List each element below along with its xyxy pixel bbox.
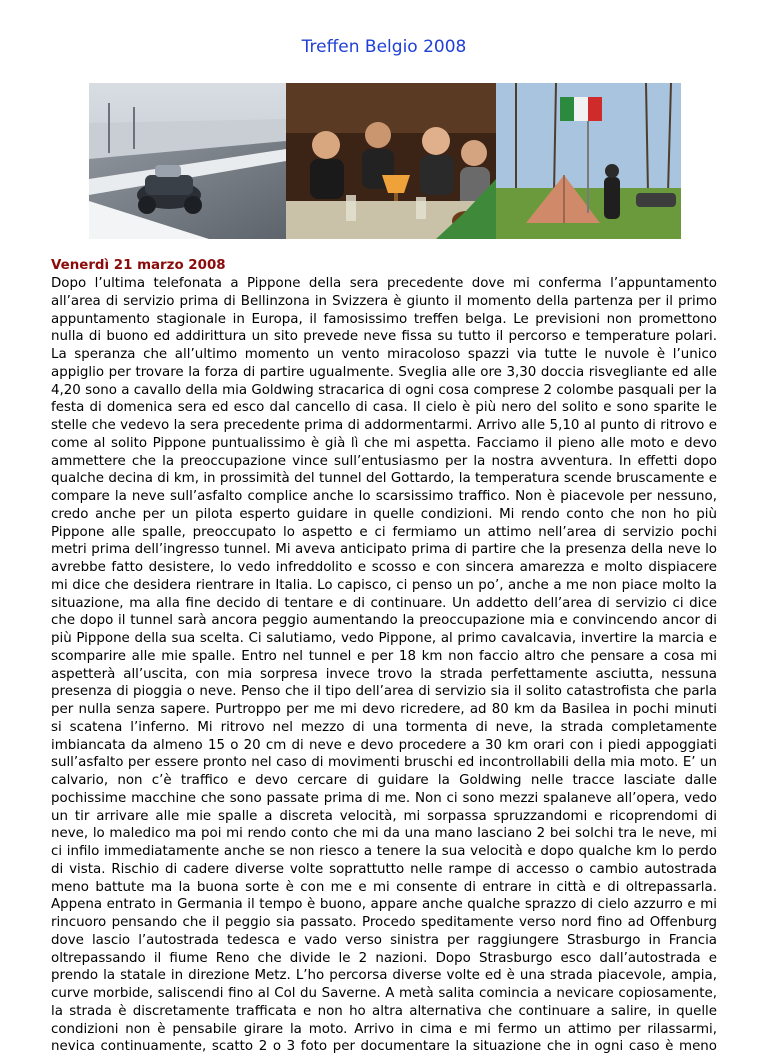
body-line: appuntamento stagionale in Europa, il famosissimo treffen belga. Le previsioni non promettono [51,311,717,327]
body-line: appiglio per trovare la forza di partire ugualmente. Sveglia alle ore 3,30 doccia risvegliante ed alle [51,364,717,380]
body-line: qualche decina di km, in prossimità del tunnel del Gottardo, la temperatura scende bruscamente e [51,471,717,487]
body-line: ammettere che la preoccupazione vince sull’entusiasmo per la nostra avventura. In effetti dopo [51,453,717,469]
body-line: scomparire alle mie spalle. Entro nel tunnel e per 18 km non faccio altro che pensare a cosa mi [51,648,717,664]
body-line: credo anche per un pilota esperto guidare in quelle condizioni. Mi rendo conto che non ho più [51,506,717,522]
body-line: per nulla senza sapere. Purtroppo per me mi devo ricredere, ad 80 km da Basilea in pochi minuti [51,702,717,717]
body-line: festa di domenica sera ed esco dal cancello di casa. Il cielo è più nero del solito e sono sparite le [51,400,717,416]
body-line: si scatena l’inferno. Mi ritrovo nel mezzo di una tormenta di neve, la strada completamente [51,719,717,735]
body-line: meno battute ma la buona sorte è con me e mi consente di entrare in città e di oltrepassarla. [51,879,717,895]
body-line: 4,20 sono a cavallo della mia Goldwing stracarica di ogni cosa comprese 2 colombe pasquali per la [51,382,717,398]
body-line: Pippone alle spalle, preoccupato lo aspetto e ci fermiamo un attimo nell’area di servizio pochi [51,524,717,540]
body-line: prendo la statale in direzione Metz. L’ho percorsa diverse volte ed è una strada piacevole, ampia, [51,968,717,984]
body-line: presenza di pioggia o neve. Penso che il tipo dell’area di servizio sia il solito catastrofista che parla [51,684,717,700]
body-line: metri prima dell’ingresso tunnel. Mi aveva anticipato prima di partire che la presenza della neve lo [51,542,717,558]
body-line: come al solito Pippone puntualissimo è già lì che mi aspetta. Facciamo il pieno alle moto e devo [51,435,717,451]
body-line: un tir arrivare alle mie spalle a discreta velocità, mi sorpassa spruzzandomi e ricoprendomi di [51,808,717,824]
body-line: calvario, non c’è traffico e devo cercare di guidare la Goldwing nelle tracce lasciate dalle [51,773,717,788]
body-line: sull’asfalto per essere pronto nel caso di movimenti bruschi ed incontrollabili della mia moto. E’ un [51,755,717,771]
body-line: che dopo il tunnel sarà ancora peggio aumentando la preoccupazione mia e convincendo ancor di [51,613,717,629]
body-line: ci infilo immediatamente anche se non riesco a tenere la sua velocità e dopo qualche km lo perdo [51,844,717,859]
snowy-road-motorcycle-photo [89,83,286,239]
body-line: la strada è discretamente trafficata e non ho altra alternativa che continuare a salire, in quelle [51,1003,717,1019]
body-line: Dopo l’ultima telefonata a Pippone della sera precedente dove mi conferma l’appuntamento [51,276,717,291]
body-line: curve morbide, saliscendi fino al Col du Saverne. A metà salita comincia a nevicare copiosamente, [51,986,717,1001]
tent-campsite-photo [496,83,681,239]
body-line: condizioni non è pensabile girare la moto. Arrivo in cima e mi fermo un attimo per rilassarmi, [51,1021,717,1037]
body-line: avrebbe fatto desistere, lo vedo infreddolito e scosso e con sincera amarezza e molto dispiacere [51,560,717,575]
body-line: stelle che vedevo la sera precedente prima di addormentarmi. Arrivo alle 5,10 al punto di ritrovo e [51,418,717,433]
body-line: di vista. Rischio di cadere diverse volte soprattutto nelle rampe di accesso o cambio autostrada [51,861,717,877]
body-line: dove lascio l’autostrada tedesca e vado verso sinistra per raggiungere Strasburgo in Francia [51,932,717,948]
body-line: pochissime macchine che sono passate prima di me. Non ci sono mezzi spalaneve all’opera, vedo [51,790,717,806]
body-line: situazione, ma alla fine decido di tentare e di continuare. Un addetto dell’area di servizio ci dice [51,595,717,611]
body-line: imbiancata da almeno 15 o 20 cm di neve e devo procedere a 30 km orari con i piedi appoggiati [51,737,717,753]
section-heading: Venerdì 21 marzo 2008 [51,258,226,273]
body-line: all’area di servizio prima di Bellinzona in Svizzera è giunto il momento della partenza per il primo [51,293,717,309]
photo-strip [89,83,681,239]
body-line: La speranza che all’ultimo momento un vento miracoloso spazzi via tutte le nuvole è l’unico [51,347,717,362]
document-title: Treffen Belgio 2008 [301,37,467,57]
friends-at-table-photo [286,83,496,239]
body-line: oltrepassando il fiume Reno che divide le 2 nazioni. Dopo Strasburgo esco dall’autostrada e [51,950,717,966]
body-line: neve, lo maledico ma poi mi rendo conto che mi da una mano lasciano 2 bei solchi tra le neve, mi [51,826,717,842]
body-line: Appena entrato in Germania il tempo è buono, appare anche qualche sprazzo di cielo azzurro e mi [51,897,717,913]
body-line: aspetterà all’uscita, con mia sorpresa invece trovo la strada perfettamente asciutta, nessuna [51,666,717,682]
body-line: compare la neve sull’asfalto complice anche lo scarsissimo traffico. Non è piacevole per nessuno, [51,489,717,504]
body-line: più Pippone della sua scelta. Ci salutiamo, vedo Pippone, al primo cavalcavia, invertire la marcia e [51,631,717,646]
body-line: mi dice che desidera rientrare in Italia. Lo capisco, ci penso un po’, anche a me non piace molto la [51,577,717,593]
body-paragraph [51,275,717,1056]
body-line: nulla di buono ed addirittura un sito prevede neve fissa su tutto il percorso e temperature polari. [51,329,717,345]
body-line: nevica continuamente, scatto 2 o 3 foto per documentare la situazione che in ogni caso è meno [51,1039,717,1055]
body-line: rincuoro pensando che il peggio sia passato. Procedo speditamente verso nord fino ad Offenburg [51,915,717,930]
